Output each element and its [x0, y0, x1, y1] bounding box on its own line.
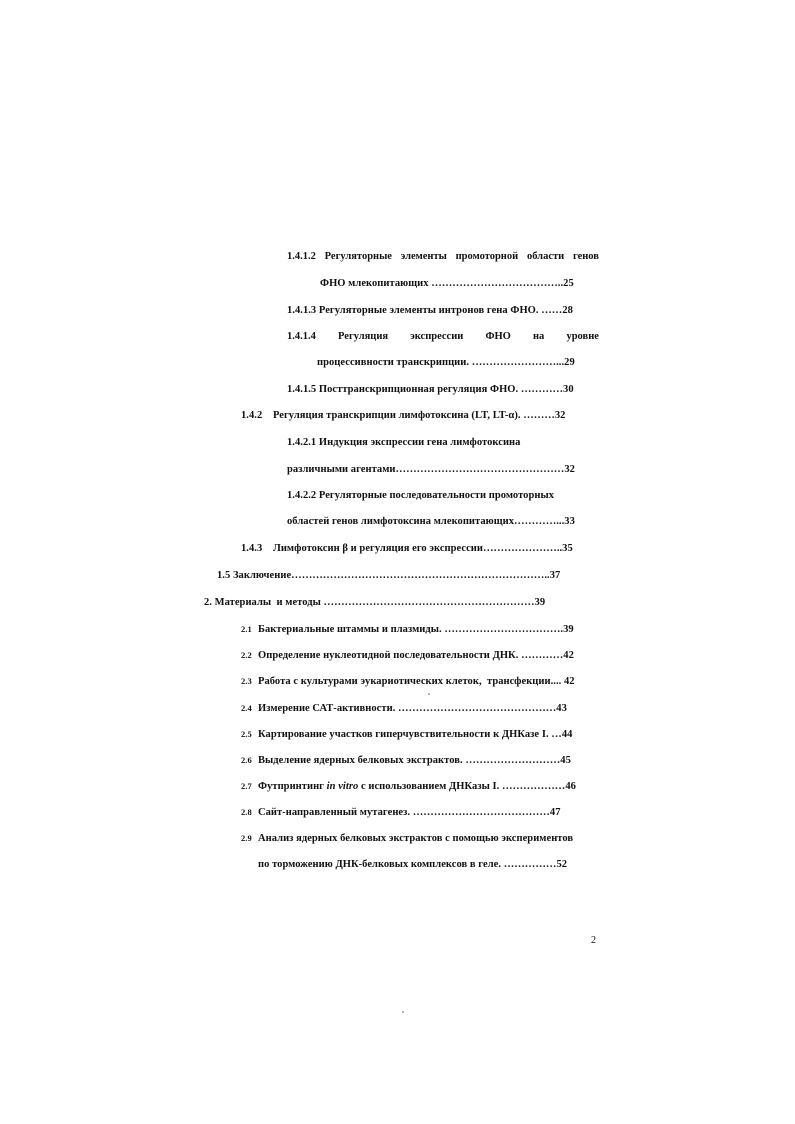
toc-entry-number: 2.8: [241, 807, 252, 817]
toc-entry-number: 2.2: [241, 650, 252, 660]
toc-entry-number: 2.4: [241, 703, 252, 713]
toc-entry-title: Сайт-направленный мутагенез. …………………………………47: [258, 807, 561, 818]
toc-entry-title: Картирование участков гиперчувствительности к ДНКазе I. …44: [258, 729, 573, 740]
toc-entry-2-2: [241, 648, 574, 663]
toc-entry-number: 2.7: [241, 781, 252, 791]
toc-word: области: [526, 251, 565, 262]
toc-entry-1-4-2: 1.4.2 Регуляция транскрипции лимфотоксина (LT, LT-α). ………32: [241, 410, 566, 421]
toc-entry-2-5: [241, 727, 572, 742]
toc-word: экспрессии: [410, 331, 464, 342]
toc-entry-1-4-1-4: [287, 330, 599, 344]
toc-entry-1-4-1-3: 1.4.1.3 Регуляторные элементы интронов гена ФНО. ……28: [287, 305, 573, 316]
scan-speck: [402, 1011, 404, 1013]
scan-speck: [428, 693, 430, 695]
toc-entry-title-start: Футпринтинг: [258, 781, 327, 792]
toc-entry-1-5: 1.5 Заключение………………………………………………………………..37: [217, 570, 561, 581]
toc-entry-1-4-2-2: 1.4.2.2 Регуляторные последовательности промоторных: [287, 490, 555, 501]
toc-entry-2-6: [241, 753, 571, 768]
toc-entry-2-4: [241, 701, 567, 716]
toc-entry-2-9: [241, 831, 573, 846]
toc-entry-title: Работа с культурами эукариотических клеток, трансфекции.... 42: [258, 676, 575, 687]
toc-entry-2: 2. Материалы и методы ……………………………………………………39: [204, 597, 546, 608]
toc-word: промоторной: [455, 251, 519, 262]
toc-entry-continuation: ФНО млекопитающих ………………………………..25: [320, 278, 574, 289]
toc-entry-2-1: [241, 622, 574, 637]
toc-entry-title-italic: in vitro: [326, 781, 359, 792]
toc-entry-number: 1.4.1.4: [287, 331, 316, 342]
toc-entry-1-4-1-2: [287, 250, 599, 264]
toc-entry-title: Определение нуклеотидной последовательности ДНК. …………42: [258, 650, 574, 661]
toc-word: уровне: [566, 331, 599, 342]
toc-entry-1-4-1-5: 1.4.1.5 Посттранскрипционная регуляция ФНО. …………30: [287, 384, 574, 395]
toc-word: Регуляция: [338, 331, 389, 342]
toc-entry-1-4-3: 1.4.3 Лимфотоксин β и регуляция его экспрессии…………………..35: [241, 543, 573, 554]
toc-entry-1-4-2-1: 1.4.2.1 Индукция экспрессии гена лимфотоксина: [287, 437, 521, 448]
toc-entry-continuation: областей генов лимфотоксина млекопитающих…………...33: [287, 516, 575, 527]
page-number: 2: [591, 935, 596, 946]
toc-word: элементы: [400, 251, 447, 262]
toc-word: ФНО: [485, 331, 511, 342]
toc-entry-title: Измерение САТ-активности. ………………………………………43: [258, 703, 567, 714]
toc-word: генов: [572, 251, 599, 262]
toc-entry-2-7: [241, 779, 576, 794]
toc-entry-title: Выделение ядерных белковых экстрактов. ………………………45: [258, 755, 571, 766]
toc-entry-number: 2.1: [241, 624, 252, 634]
toc-entry-continuation: по торможению ДНК-белковых комплексов в геле. ……………52: [258, 859, 568, 870]
toc-entry-2-8: [241, 805, 561, 820]
toc-entry-number: 2.9: [241, 833, 252, 843]
toc-entry-title: Анализ ядерных белковых экстрактов с помощью экспериментов: [258, 833, 574, 844]
toc-entry-number: 2.6: [241, 755, 252, 765]
toc-entry-continuation: процессивности транскрипции. ……………………...29: [317, 357, 575, 368]
toc-entry-2-3: [241, 674, 575, 689]
toc-entry-continuation: различными агентами…………………………………………32: [287, 464, 575, 475]
toc-entry-number: 1.4.1.2: [287, 251, 316, 262]
toc-entry-number: 2.5: [241, 729, 252, 739]
toc-entry-title-end: с использованием ДНКазы I. ………………46: [358, 781, 576, 792]
toc-word: Регуляторные: [324, 251, 392, 262]
toc-entry-number: 2.3: [241, 676, 252, 686]
toc-word: на: [533, 331, 545, 342]
toc-entry-title: Бактериальные штаммы и плазмиды. …………………………….39: [258, 624, 574, 635]
